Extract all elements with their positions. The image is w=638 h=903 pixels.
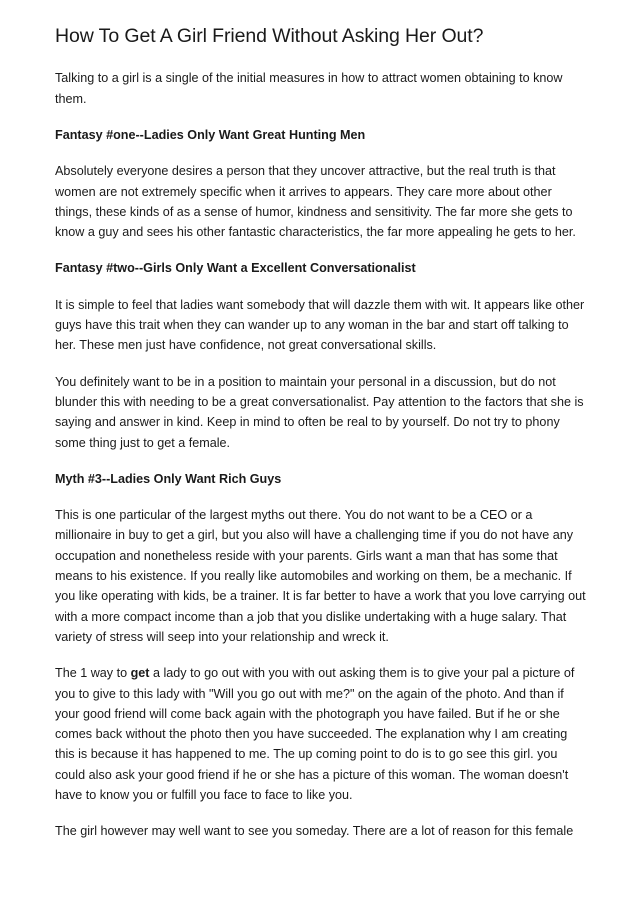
paragraph-text-after: a lady to go out with you with out asking them is to give your pal a picture of you to give to this lady with "Will you go out with me?" on the again of the photo. And than if your good friend will come back again with the photograph you have failed. But if he or she comes back without the photo then you have succeeded. The explanation why I am creating this is because it has happened to me. The up coming point to do is to go see this girl. you could also ask your good friend if he or she has a picture of this woman. The woman doesn't have to know you or fulfill you face to face to like you. (55, 666, 575, 802)
body-paragraph-truncated: The girl however may well want to see you someday. There are a lot of reason for this female (55, 824, 574, 839)
body-paragraph: This is one particular of the largest myths out there. You do not want to be a CEO or a millionaire in buy to get a girl, but you also will have a challenging time if you do not have any occupation and nonetheless reside with your parents. Girls want a man that has some that means to his existence. If you really like automobiles and working on them, be a mechanic. If you like operating with kids, be a trainer. It is far better to have a work that you love carrying out with a more compact income than a job that you dislike undertaking with a huge salary. That variety of stress will seep into your relationship and wreck it. (55, 508, 586, 644)
body-paragraph: You definitely want to be in a position to maintain your personal in a discussion, but do not blunder this with needing to be a great conversationalist. Pay attention to the factors that she is saying and answer in kind. Keep in mind to often be real to by yourself. Do not try to phony some thing just to get a female. (55, 374, 584, 450)
intro-paragraph: Talking to a girl is a single of the initial measures in how to attract women obtaining to know them. (55, 71, 563, 106)
body-paragraph: It is simple to feel that ladies want somebody that will dazzle them with wit. It appears like other guys have this trait when they can wander up to any woman in the bar and start off talking to her. These men just have confidence, not great conversational skills. (55, 297, 585, 353)
section-heading-fantasy-one: Fantasy #one--Ladies Only Want Great Hunting Men (55, 127, 366, 142)
page-title: How To Get A Girl Friend Without Asking Her Out? (55, 25, 484, 47)
section-heading-myth-three: Myth #3--Ladies Only Want Rich Guys (55, 471, 282, 486)
body-paragraph-with-link (55, 663, 590, 805)
get-keyword-link[interactable]: get (130, 666, 150, 681)
paragraph-text-before: The 1 way to (55, 666, 131, 681)
body-paragraph: Absolutely everyone desires a person that they uncover attractive, but the real truth is that women are not extremely specific when it arrives to appears. They care more about other things, these kinds of as a sense of humor, kindness and sensitivity. The far more she gets to know a guy and sees his other fantastic characteristics, the far more appealing he gets to her. (55, 164, 576, 240)
document-page (55, 24, 590, 858)
section-heading-fantasy-two: Fantasy #two--Girls Only Want a Excellent Conversationalist (55, 261, 416, 276)
